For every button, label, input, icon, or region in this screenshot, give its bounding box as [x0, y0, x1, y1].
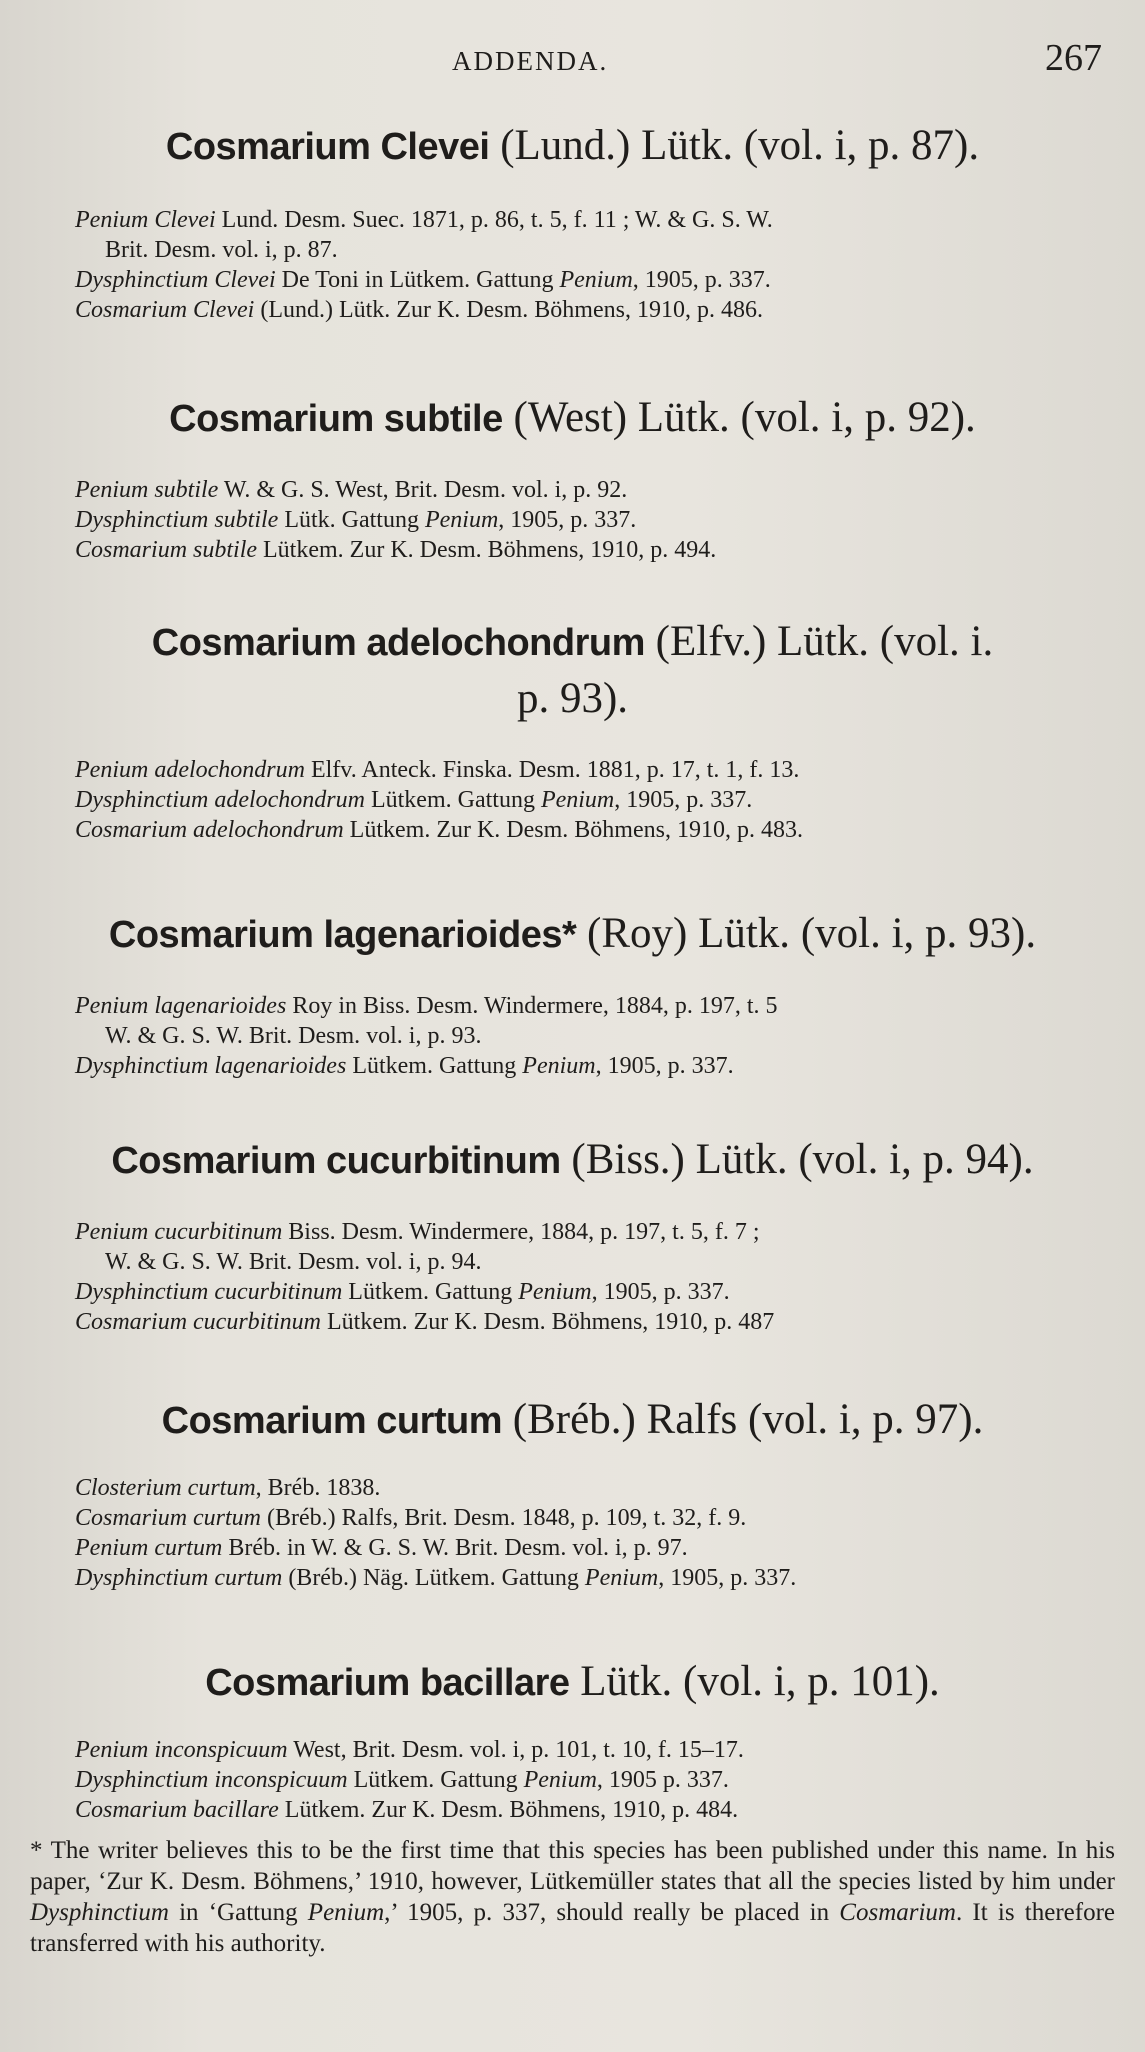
synonym-line	[75, 205, 1145, 265]
synonym-taxon: Penium inconspicuum	[75, 1737, 288, 1763]
synonym-list	[0, 991, 1145, 1081]
synonym-citation: (Bréb.) Ralfs, Brit. Desm. 1848, p. 109, t. 32, f. 9.	[261, 1505, 747, 1531]
synonym-line	[75, 755, 1145, 785]
synonym-genus: Penium	[523, 1767, 597, 1793]
synonym-taxon: Penium cucurbitinum	[75, 1219, 283, 1245]
species-entry	[0, 614, 1145, 845]
synonym-line	[75, 785, 1145, 815]
species-name: Cosmarium adelochondrum	[151, 622, 645, 664]
species-heading	[0, 614, 1145, 727]
synonym-citation-end: , 1905, p. 337.	[632, 267, 771, 293]
species-authority: (Elfv.) Lütk.	[655, 618, 869, 665]
synonym-citation: Roy in Biss. Desm. Windermere, 1884, p. 197, t. 5	[286, 993, 778, 1019]
species-heading	[0, 118, 1145, 175]
synonym-citation: Lütkem. Zur K. Desm. Böhmens, 1910, p. 483.	[343, 817, 803, 843]
synonym-taxon: Cosmarium Clevei	[75, 297, 255, 323]
volume-reference: (vol. i, p. 101).	[683, 1658, 940, 1705]
species-name: Cosmarium lagenarioides*	[108, 914, 577, 956]
synonym-line	[75, 815, 1145, 845]
synonym-citation: , Bréb. 1838.	[255, 1475, 381, 1501]
synonym-line	[75, 1735, 1145, 1765]
synonym-citation: Lütkem. Gattung	[364, 787, 541, 813]
species-authority: (West) Lütk.	[513, 394, 730, 441]
synonym-taxon: Dysphinctium curtum	[75, 1565, 283, 1591]
synonym-citation: De Toni in Lütkem. Gattung	[275, 267, 560, 293]
synonym-line	[75, 265, 1145, 295]
synonym-citation: Lütkem. Zur K. Desm. Böhmens, 1910, p. 487	[321, 1309, 775, 1335]
species-heading	[0, 390, 1145, 447]
synonym-citation: West, Brit. Desm. vol. i, p. 101, t. 10, f. 15–17.	[287, 1737, 744, 1763]
footnote-text: . It is therefore transferred with his authority.	[30, 1899, 1115, 1957]
species-entry	[0, 1392, 1145, 1593]
synonym-line	[75, 1473, 1145, 1503]
species-authority: (Roy) Lütk.	[587, 910, 791, 957]
synonym-genus: Penium	[540, 787, 615, 813]
synonym-taxon: Dysphinctium subtile	[75, 507, 279, 533]
synonym-taxon: Dysphinctium adelochondrum	[75, 787, 365, 813]
synonym-line	[75, 1533, 1145, 1563]
synonym-taxon: Dysphinctium inconspicuum	[75, 1767, 348, 1793]
synonym-list	[0, 1217, 1145, 1337]
synonym-list	[0, 1735, 1145, 1825]
synonym-line	[75, 475, 1145, 505]
synonym-citation: Biss. Desm. Windermere, 1884, p. 197, t. 5, f. 7 ;	[282, 1219, 760, 1245]
synonym-line	[75, 505, 1145, 535]
synonym-continuation: W. & G. S. W. Brit. Desm. vol. i, p. 94.	[105, 1249, 482, 1275]
synonym-line	[75, 991, 1145, 1051]
volume-reference: (vol. i, p. 97).	[748, 1396, 984, 1443]
species-name: Cosmarium subtile	[169, 398, 503, 440]
synonym-citation-end: , 1905, p. 337.	[595, 1053, 734, 1079]
species-name: Cosmarium cucurbitinum	[111, 1140, 561, 1182]
synonym-citation: Lütkem. Gattung	[342, 1279, 519, 1305]
page-number: 267	[1045, 37, 1102, 79]
synonym-taxon: Penium adelochondrum	[75, 757, 305, 783]
footnote-text: in ‘Gattung	[168, 1899, 308, 1926]
synonym-continuation: Brit. Desm. vol. i, p. 87.	[105, 237, 338, 263]
synonym-genus: Penium	[518, 1279, 592, 1305]
synonym-line	[75, 1277, 1145, 1307]
species-heading	[0, 1654, 1145, 1711]
species-authority: (Biss.) Lütk.	[571, 1136, 788, 1183]
species-heading	[0, 1132, 1145, 1189]
footnote-text: ,’ 1905, p. 337, should really be placed in	[384, 1899, 840, 1926]
synonym-line	[75, 1217, 1145, 1277]
species-entry	[0, 390, 1145, 565]
synonym-citation: (Bréb.) Näg. Lütkem. Gattung	[282, 1565, 585, 1591]
synonym-citation: Lütk. Gattung	[278, 507, 425, 533]
running-head	[0, 36, 1145, 86]
synonym-citation-end: , 1905, p. 337.	[614, 787, 753, 813]
synonym-genus: Penium	[424, 507, 499, 533]
synonym-continuation: W. & G. S. W. Brit. Desm. vol. i, p. 93.	[105, 1023, 482, 1049]
synonym-line	[75, 1765, 1145, 1795]
species-name: Cosmarium Clevei	[165, 126, 490, 168]
synonym-taxon: Penium curtum	[75, 1535, 223, 1561]
species-name: Cosmarium bacillare	[205, 1662, 570, 1704]
synonym-taxon: Dysphinctium lagenarioides	[75, 1053, 347, 1079]
synonym-citation: Elfv. Anteck. Finska. Desm. 1881, p. 17, t. 1, f. 13.	[304, 757, 800, 783]
synonym-taxon: Cosmarium adelochondrum	[75, 817, 344, 843]
synonym-taxon: Penium subtile	[75, 477, 219, 503]
synonym-taxon: Cosmarium curtum	[75, 1505, 262, 1531]
species-heading	[0, 1392, 1145, 1449]
footnote-genus: Dysphinctium	[30, 1899, 169, 1926]
synonym-taxon: Dysphinctium cucurbitinum	[75, 1279, 343, 1305]
synonym-line	[75, 1051, 1145, 1081]
synonym-citation-end: , 1905, p. 337.	[498, 507, 637, 533]
synonym-genus: Penium	[559, 267, 633, 293]
synonym-genus: Penium	[584, 1565, 659, 1591]
synonym-citation: Lütkem. Gattung	[346, 1053, 523, 1079]
synonym-taxon: Dysphinctium Clevei	[75, 267, 276, 293]
synonym-list	[0, 755, 1145, 845]
footnote-genus: Cosmarium	[839, 1899, 956, 1926]
synonym-citation: Lund. Desm. Suec. 1871, p. 86, t. 5, f. 11 ; W. & G. S. W.	[215, 207, 773, 233]
species-entry	[0, 1654, 1145, 1825]
synonym-list	[0, 205, 1145, 325]
synonym-citation: Lütkem. Zur K. Desm. Böhmens, 1910, p. 484.	[278, 1797, 739, 1823]
synonym-taxon: Cosmarium cucurbitinum	[75, 1309, 321, 1335]
synonym-line	[75, 295, 1145, 325]
volume-reference: (vol. i, p. 87).	[743, 122, 980, 169]
synonym-citation: (Lund.) Lütk. Zur K. Desm. Böhmens, 1910, p. 486.	[254, 297, 763, 323]
synonym-citation-end: , 1905 p. 337.	[596, 1767, 729, 1793]
species-heading	[0, 906, 1145, 963]
synonym-citation-end: , 1905, p. 337.	[591, 1279, 730, 1305]
synonym-taxon: Cosmarium subtile	[75, 537, 258, 563]
volume-reference: (vol. i.	[879, 618, 994, 665]
volume-reference: (vol. i, p. 93).	[800, 910, 1037, 957]
synonym-line	[75, 1795, 1145, 1825]
species-entry	[0, 906, 1145, 1081]
species-authority: Lütk.	[580, 1658, 673, 1705]
footnote-text: * The writer believes this to be the first time that this species has been published under this name. In his paper, ‘Zur K. Desm. Böhmens,’ 1910, however, Lütkemüller states that all the species listed by him under	[30, 1837, 1115, 1895]
species-entry	[0, 118, 1145, 325]
synonym-genus: Penium	[522, 1053, 596, 1079]
species-name: Cosmarium curtum	[161, 1400, 503, 1442]
volume-reference: (vol. i, p. 92).	[740, 394, 976, 441]
synonym-list	[0, 1473, 1145, 1593]
synonym-taxon: Closterium curtum	[75, 1475, 256, 1501]
synonym-citation: W. & G. S. West, Brit. Desm. vol. i, p. 92.	[218, 477, 628, 503]
footnote-genus: Penium	[307, 1899, 385, 1926]
footnote	[30, 1835, 1115, 1959]
synonym-line	[75, 1503, 1145, 1533]
synonym-line	[75, 535, 1145, 565]
synonym-taxon: Penium lagenarioides	[75, 993, 287, 1019]
synonym-list	[0, 475, 1145, 565]
running-title: ADDENDA.	[452, 46, 609, 76]
species-authority: (Bréb.) Ralfs	[512, 1396, 738, 1443]
synonym-citation-end: , 1905, p. 337.	[658, 1565, 797, 1591]
species-entry	[0, 1132, 1145, 1337]
synonym-citation: Lütkem. Gattung	[347, 1767, 524, 1793]
volume-reference-continued: p. 93).	[516, 675, 629, 722]
species-authority: (Lund.) Lütk.	[500, 122, 734, 169]
volume-reference: (vol. i, p. 94).	[798, 1136, 1034, 1183]
synonym-taxon: Penium Clevei	[75, 207, 216, 233]
synonym-line	[75, 1307, 1145, 1337]
synonym-citation: Bréb. in W. & G. S. W. Brit. Desm. vol. i, p. 97.	[222, 1535, 688, 1561]
synonym-taxon: Cosmarium bacillare	[75, 1797, 279, 1823]
synonym-citation: Lütkem. Zur K. Desm. Böhmens, 1910, p. 494.	[257, 537, 717, 563]
synonym-line	[75, 1563, 1145, 1593]
